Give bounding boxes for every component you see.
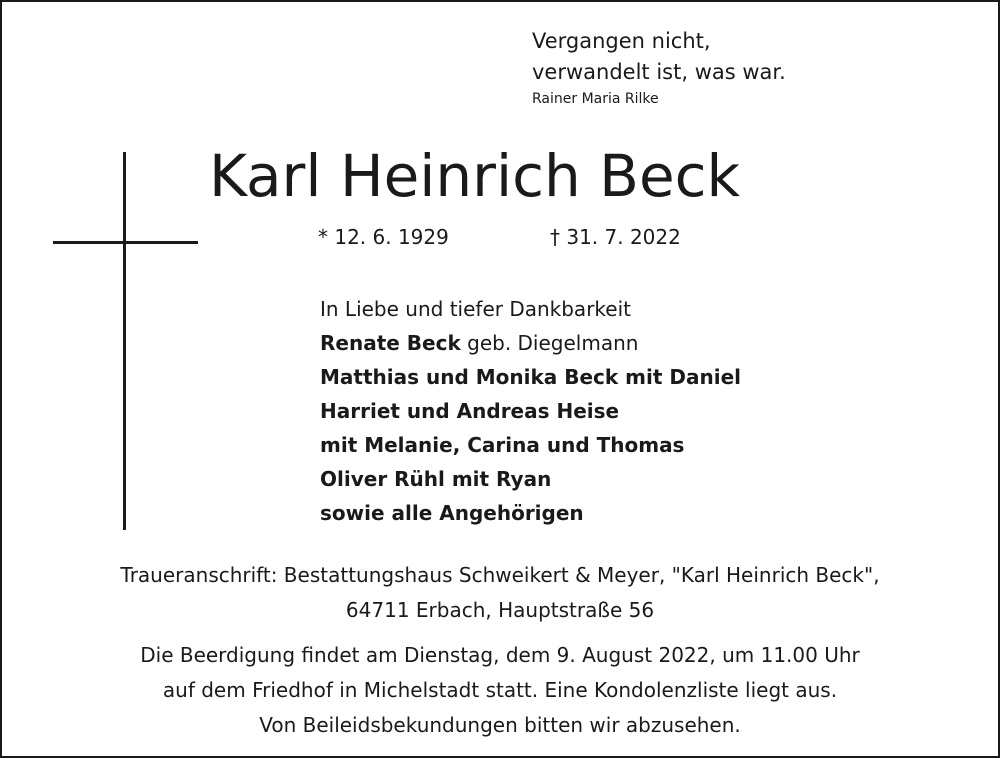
mourner-line: Oliver Rühl mit Ryan xyxy=(320,467,552,491)
funeral-details xyxy=(2,638,998,743)
funeral-line: auf dem Friedhof in Michelstadt statt. Eine Kondolenzliste liegt aus. xyxy=(162,678,838,702)
quote-line: Vergangen nicht, xyxy=(532,29,711,53)
mourner-line: mit Melanie, Carina und Thomas xyxy=(320,433,685,457)
rilke-quote xyxy=(532,26,786,110)
funeral-line: Von Beileidsbekundungen bitten wir abzusehen. xyxy=(259,713,741,737)
mourners-intro: In Liebe und tiefer Dankbarkeit xyxy=(320,297,631,321)
mourner-line: Harriet und Andreas Heise xyxy=(320,399,620,423)
deceased-name: Karl Heinrich Beck xyxy=(209,142,741,210)
mourner-line: Matthias und Monika Beck mit Daniel xyxy=(320,365,741,389)
quote-line: verwandelt ist, was war. xyxy=(532,60,786,84)
mourners-list xyxy=(320,292,741,530)
address-line: Traueranschrift: Bestattungshaus Schweikert & Meyer, "Karl Heinrich Beck", xyxy=(120,563,880,587)
death-date: † 31. 7. 2022 xyxy=(550,225,681,249)
mourning-address xyxy=(2,558,998,628)
mourner-line xyxy=(320,326,741,360)
cross-icon-vertical-bar xyxy=(123,152,126,530)
funeral-line: Die Beerdigung findet am Dienstag, dem 9. August 2022, um 11.00 Uhr xyxy=(140,643,860,667)
address-line: 64711 Erbach, Hauptstraße 56 xyxy=(345,598,655,622)
birth-date: * 12. 6. 1929 xyxy=(318,225,449,249)
quote-author: Rainer Maria Rilke xyxy=(532,91,659,107)
mourner-maiden-name: geb. Diegelmann xyxy=(460,331,639,355)
cross-icon-horizontal-bar xyxy=(53,241,198,244)
mourner-name-bold: Renate Beck xyxy=(320,331,461,355)
mourner-line: sowie alle Angehörigen xyxy=(320,501,584,525)
